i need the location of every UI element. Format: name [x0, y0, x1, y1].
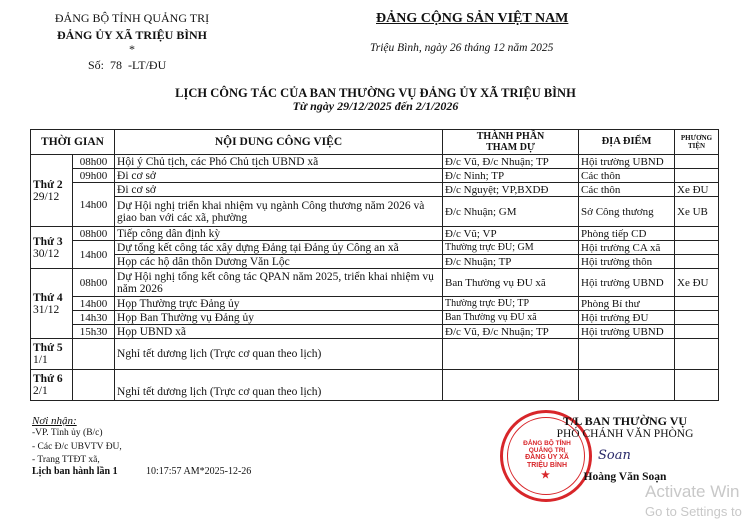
org-parent: ĐẢNG BỘ TỈNH QUẢNG TRỊ — [54, 11, 210, 25]
location-cell: Hội trường ĐU — [579, 311, 675, 325]
time-cell — [73, 370, 115, 401]
doc-number — [88, 58, 166, 73]
location-cell: Sở Công thương — [579, 197, 675, 227]
day-cell — [31, 269, 73, 339]
table-row — [31, 227, 719, 241]
participants-cell: Đ/c Vũ; VP — [443, 227, 579, 241]
content-cell: Tiếp công dân định kỳ — [115, 227, 443, 241]
vehicle-cell: Xe ĐU — [675, 183, 719, 197]
day-date: 2/1 — [33, 385, 48, 397]
time-cell: 14h00 — [73, 183, 115, 227]
participants-cell: Ban Thường vụ ĐU xã — [443, 311, 579, 325]
table-row — [31, 339, 719, 370]
signer-name: Hoàng Văn Soạn — [583, 471, 667, 483]
table-row — [31, 241, 719, 255]
content-cell: Họp Ban Thường vụ Đảng ủy — [115, 311, 443, 325]
header-participants — [443, 130, 579, 155]
table-row — [31, 370, 719, 401]
participants-cell: Đ/c Vũ, Đ/c Nhuận; TP — [443, 155, 579, 169]
time-cell: 08h00 — [73, 269, 115, 297]
day-label: Thứ 5 — [33, 342, 63, 354]
schedule-table — [30, 129, 719, 401]
time-cell — [73, 339, 115, 370]
vehicle-cell — [675, 311, 719, 325]
day-label: Thứ 3 — [33, 235, 63, 248]
vehicle-cell: Xe UB — [675, 197, 719, 227]
time-cell: 14h00 — [73, 241, 115, 269]
participants-cell: Đ/c Nhuận; TP — [443, 255, 579, 269]
content-cell: Nghỉ tết dương lịch (Trực cơ quan theo lịch) — [115, 339, 443, 370]
vehicle-cell — [675, 241, 719, 255]
participants-cell: Thường trực ĐU; TP — [443, 297, 579, 311]
table-row — [31, 197, 719, 227]
stamp-star-icon: ★ — [541, 470, 550, 481]
org-name: ĐẢNG ỦY XÃ TRIỆU BÌNH — [56, 28, 208, 42]
header-time: THỜI GIAN — [31, 130, 115, 155]
day-date: 31/12 — [33, 303, 60, 316]
location-cell: Các thôn — [579, 169, 675, 183]
location-cell: Phòng tiếp CD — [579, 227, 675, 241]
time-cell: 08h00 — [73, 227, 115, 241]
content-cell: Dự Hội nghị tổng kết công tác QPAN năm 2025, triển khai nhiệm vụ năm 2026 — [115, 269, 443, 297]
content-cell: Họp UBND xã — [115, 325, 443, 339]
settings-watermark: Go to Settings to — [645, 504, 742, 519]
location-cell: Các thôn — [579, 183, 675, 197]
vehicle-cell — [675, 227, 719, 241]
doc-number-label: Số: — [88, 58, 105, 72]
time-cell: 14h30 — [73, 311, 115, 325]
day-cell — [31, 227, 73, 269]
header-participants-line1: THÀNH PHẦN — [476, 131, 545, 142]
doc-number-suffix: -LT/ĐU — [128, 58, 167, 72]
header-vehicle — [675, 130, 719, 155]
content-cell: Họp các hộ dân thôn Dương Văn Lộc — [115, 255, 443, 269]
table-row — [31, 183, 719, 197]
place-date: Triệu Bình, ngày 26 tháng 12 năm 2025 — [370, 42, 554, 54]
vehicle-cell — [675, 169, 719, 183]
content-cell: Nghỉ tết dương lịch (Trực cơ quan theo lịch) — [115, 370, 443, 401]
header-vehicle-line1: PHƯƠNG — [680, 134, 713, 142]
day-label: Thứ 6 — [33, 373, 63, 385]
day-cell — [31, 339, 73, 370]
location-cell — [579, 370, 675, 401]
content-cell: Hội ý Chủ tịch, các Phó Chủ tịch UBND xã — [115, 155, 443, 169]
page-subtitle: Từ ngày 29/12/2025 đến 2/1/2026 — [292, 99, 459, 113]
vehicle-cell — [675, 370, 719, 401]
header-participants-line2: THAM DỰ — [486, 142, 535, 153]
recipient-item: - Các Đ/c UBVTV ĐU, — [32, 442, 122, 452]
header-vehicle-line2: TIỆN — [687, 142, 706, 150]
vehicle-cell — [675, 325, 719, 339]
issued-time: 10:17:57 AM*2025-12-26 — [146, 466, 252, 477]
recipients-label: Nơi nhận: — [32, 415, 77, 427]
sign-title: T/L BAN THƯỜNG VỤ — [562, 414, 688, 428]
time-cell: 15h30 — [73, 325, 115, 339]
location-cell: Hội trường UBND — [579, 155, 675, 169]
location-cell: Phòng Bí thư — [579, 297, 675, 311]
participants-cell: Ban Thường vụ ĐU xã — [443, 269, 579, 297]
table-row — [31, 311, 719, 325]
table-row — [31, 155, 719, 169]
recipient-item: -VP. Tỉnh ủy (B/c) — [32, 428, 103, 438]
page-title: LỊCH CÔNG TÁC CỦA BAN THƯỜNG VỤ ĐẢNG ỦY XÃ TRIỆU BÌNH — [175, 86, 576, 100]
day-date: 1/1 — [33, 354, 48, 366]
content-cell: Dự tổng kết công tác xây dựng Đảng tại Đảng ủy Công an xã — [115, 241, 443, 255]
participants-cell — [443, 339, 579, 370]
time-cell: 09h00 — [73, 169, 115, 183]
vehicle-cell: Xe ĐU — [675, 269, 719, 297]
table-row — [31, 325, 719, 339]
table-row — [31, 269, 719, 297]
doc-number-value: 78 — [110, 58, 123, 72]
day-label: Thứ 2 — [33, 178, 63, 191]
participants-cell: Đ/c Nhuận; GM — [443, 197, 579, 227]
vehicle-cell — [675, 339, 719, 370]
participants-cell — [443, 370, 579, 401]
participants-cell: Đ/c Vũ, Đ/c Nhuận; TP — [443, 325, 579, 339]
stamp-text: ĐẢNG BỘ TỈNH QUẢNG TRỊ — [523, 440, 571, 454]
participants-cell: Đ/c Ninh; TP — [443, 169, 579, 183]
participants-cell: Đ/c Nguyệt; VP,BXDĐ — [443, 183, 579, 197]
header-location: ĐỊA ĐIỂM — [579, 130, 675, 155]
day-cell — [31, 370, 73, 401]
signature: Soan — [598, 448, 631, 463]
participants-cell: Thường trực ĐU; GM — [443, 241, 579, 255]
vehicle-cell — [675, 255, 719, 269]
vehicle-cell — [675, 297, 719, 311]
day-cell — [31, 155, 73, 227]
header-content: NỘI DUNG CÔNG VIỆC — [115, 130, 443, 155]
content-cell: Đi cơ sở — [115, 183, 443, 197]
party-title: ĐẢNG CỘNG SẢN VIỆT NAM — [376, 11, 569, 26]
table-row — [31, 169, 719, 183]
org-star: * — [129, 42, 135, 56]
table-row — [31, 255, 719, 269]
day-date: 29/12 — [33, 190, 60, 203]
vehicle-cell — [675, 155, 719, 169]
day-date: 30/12 — [33, 247, 60, 260]
day-label: Thứ 4 — [33, 291, 63, 304]
table-header-row — [31, 130, 719, 155]
location-cell: Hội trường CA xã — [579, 241, 675, 255]
activate-windows-watermark: Activate Win — [645, 482, 740, 501]
recipient-item: - Trang TTĐT xã, — [32, 455, 100, 465]
location-cell: Hội trường thôn — [579, 255, 675, 269]
sign-position: PHÓ CHÁNH VĂN PHÒNG — [556, 428, 694, 440]
issued-label: Lịch ban hành lần 1 — [32, 466, 118, 477]
content-cell: Đi cơ sở — [115, 169, 443, 183]
content-cell: Họp Thường trực Đảng ủy — [115, 297, 443, 311]
time-cell: 14h00 — [73, 297, 115, 311]
stamp-center-text: ĐẢNG ỦY XÃ TRIỆU BÌNH — [525, 454, 569, 469]
location-cell: Hội trường UBND — [579, 269, 675, 297]
location-cell: Hội trường UBND — [579, 325, 675, 339]
location-cell — [579, 339, 675, 370]
table-row — [31, 297, 719, 311]
time-cell: 08h00 — [73, 155, 115, 169]
content-cell: Dự Hội nghị triển khai nhiệm vụ ngành Công thương năm 2026 và giao ban với các xã, phường — [115, 197, 443, 227]
